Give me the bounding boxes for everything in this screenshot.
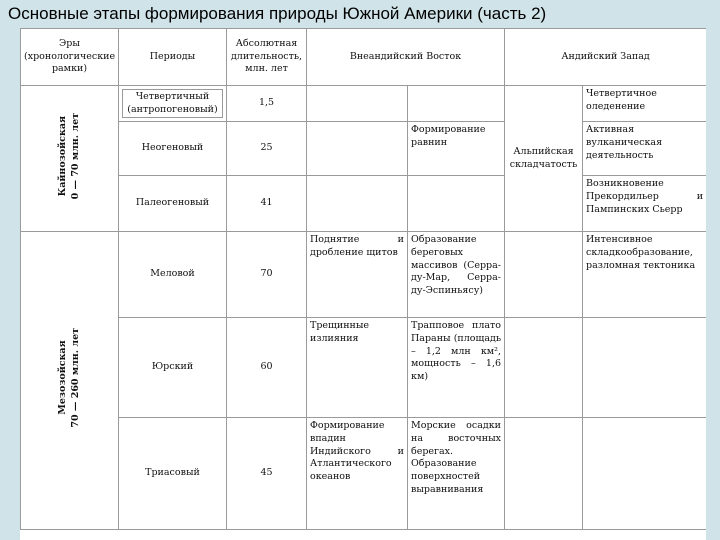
west-cell: Активная вулканическая деятельность [583,122,706,176]
west-cell: Четвертичное оледенение [583,86,706,122]
west-cell: Возникновение Прекордильер и Пампинских Сьерр [583,176,706,232]
period-name: Неогеновый [141,142,204,154]
header-duration: Абсолютная длительность, млн. лет [227,29,307,86]
west-empty-cell [505,232,583,318]
east-cell-a: Трещинные излияния [307,318,408,418]
period-cell [119,232,227,318]
west-cell [583,418,706,530]
era-name: Кайнозойская [56,115,68,197]
period-name: Четвертичный (антропогеновый) [122,89,223,118]
period-cell [119,418,227,530]
table-sheet [20,28,706,540]
period-cell [119,318,227,418]
table-row [21,176,707,232]
era-range: 70 — 260 млн. лет [69,328,81,428]
header-eras: Эры (хронологические рамки) [21,29,119,86]
period-cell [119,122,227,176]
period-name: Меловой [150,268,195,280]
east-cell-a [307,122,408,176]
duration-cell: 41 [227,176,307,232]
west-alpine-cell: Альпийская складчатость [505,86,583,232]
west-cell [583,318,706,418]
west-empty-cell [505,418,583,530]
duration-cell: 1,5 [227,86,307,122]
east-cell-b: Морские осадки на восточных берегах. Образование поверхностей выравнивания [408,418,505,530]
east-cell-b: Трапповое плато Параны (площадь – 1,2 млн км², мощность – 1,6 км) [408,318,505,418]
duration-cell: 45 [227,418,307,530]
east-cell-b: Формирование равнин [408,122,505,176]
east-cell-a: Поднятие и дробление щитов [307,232,408,318]
east-cell-a [307,86,408,122]
east-cell-a [307,176,408,232]
east-cell-b [408,176,505,232]
periods-table [20,28,706,530]
duration-cell: 60 [227,318,307,418]
table-row [21,318,707,418]
east-cell-b: Образование береговых массивов (Серра-ду-Мар, Серра-ду-Эспиньясу) [408,232,505,318]
duration-cell: 70 [227,232,307,318]
period-cell [119,176,227,232]
table-row [21,232,707,318]
table-row [21,122,707,176]
table-row [21,86,707,122]
period-name: Палеогеновый [135,197,210,209]
header-west: Андийский Запад [505,29,706,86]
header-east: Внеандийский Восток [307,29,505,86]
era-name: Мезозойская [56,340,68,416]
slide-title: Основные этапы формирования природы Южной Америки (часть 2) [8,4,547,23]
east-cell-b [408,86,505,122]
duration-cell: 25 [227,122,307,176]
west-cell: Интенсивное складкообразование, разломная тектоника [583,232,706,318]
period-name: Триасовый [145,467,200,479]
era-mesozoic [21,232,119,530]
header-row [21,29,707,86]
table-row [21,418,707,530]
period-cell [119,86,227,122]
header-periods: Периоды [119,29,227,86]
period-name: Юрский [151,361,194,373]
era-cenozoic [21,86,119,232]
east-cell-a: Формирование впадин Индийского и Атлантического океанов [307,418,408,530]
era-range: 0 — 70 млн. лет [69,112,81,200]
west-empty-cell [505,318,583,418]
